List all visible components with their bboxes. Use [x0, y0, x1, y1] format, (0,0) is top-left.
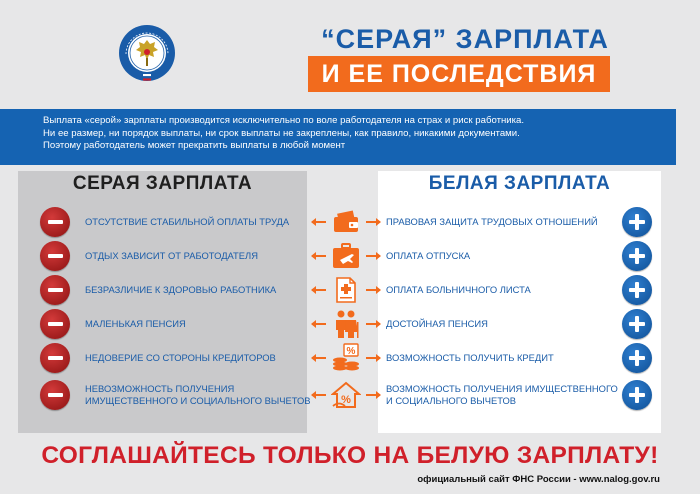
comparison-arrows: [312, 275, 380, 305]
arrow-right-icon: [366, 289, 380, 291]
grey-item-text: ОТСУТСТВИЕ СТАБИЛЬНОЙ ОПЛАТЫ ТРУДА: [85, 216, 290, 227]
intro-line-2: Ни ее размер, ни порядок выплаты, ни срок выплаты не закреплены, как правило, никакими документами.: [43, 127, 520, 139]
grey-item-text: ОТДЫХ ЗАВИСИТ ОТ РАБОТОДАТЕЛЯ: [85, 250, 258, 261]
minus-icon: [40, 275, 70, 305]
plus-icon: [622, 241, 652, 271]
grey-item: [40, 309, 315, 339]
white-item: [386, 241, 652, 271]
white-item-text: ВОЗМОЖНОСТЬ ПОЛУЧИТЬ КРЕДИТ: [386, 352, 554, 363]
slogan: СОГЛАШАЙТЕСЬ ТОЛЬКО НА БЕЛУЮ ЗАРПЛАТУ!: [41, 442, 659, 469]
svg-text:%: %: [346, 346, 356, 357]
arrow-left-icon: [312, 357, 326, 359]
intro-line-3: Поэтому работодатель может прекратить выплаты в любой момент: [43, 140, 346, 151]
minus-icon: [40, 207, 70, 237]
grey-item: [40, 241, 315, 271]
grey-item: [40, 207, 315, 237]
elderly-couple-icon: [331, 309, 361, 339]
grey-salary-heading: СЕРАЯ ЗАРПЛАТА: [72, 173, 253, 194]
wallet-icon: [331, 207, 361, 237]
white-salary-heading: БЕЛАЯ ЗАРПЛАТА: [428, 173, 611, 194]
white-item: [386, 380, 652, 410]
grey-item-text: НЕДОВЕРИЕ СО СТОРОНЫ КРЕДИТОРОВ: [85, 352, 276, 363]
white-item-text: ДОСТОЙНАЯ ПЕНСИЯ: [386, 318, 488, 329]
footer-site-note: официальный сайт ФНС России - www.nalog.gov.ru: [417, 474, 660, 485]
arrow-right-icon: [366, 255, 380, 257]
comparison-arrows: [312, 380, 380, 410]
minus-icon: [40, 309, 70, 339]
title-line-1: “СЕРАЯ” ЗАРПЛАТА: [321, 24, 609, 54]
intro-line-1: Выплата «серой» зарплаты производится исключительно по воле работодателя на страх и риск работника.: [43, 115, 525, 126]
medical-document-icon: [331, 275, 361, 305]
minus-icon: [40, 380, 70, 410]
grey-item: [40, 275, 315, 305]
white-item-text: ВОЗМОЖНОСТЬ ПОЛУЧЕНИЯ ИМУЩЕСТВЕННОГО И СОЦИАЛЬНОГО ВЫЧЕТОВ: [386, 383, 618, 406]
fns-emblem-logo: [118, 24, 176, 82]
plus-icon: [622, 207, 652, 237]
white-item-text: ОПЛАТА ОТПУСКА: [386, 250, 471, 261]
white-item-text: ПРАВОВАЯ ЗАЩИТА ТРУДОВЫХ ОТНОШЕНИЙ: [386, 216, 598, 227]
comparison-arrows: [312, 343, 380, 373]
arrow-left-icon: [312, 289, 326, 291]
arrow-left-icon: [312, 255, 326, 257]
suitcase-plane-icon: [331, 241, 361, 271]
title-line-2: И ЕЕ ПОСЛЕДСТВИЯ: [308, 56, 610, 92]
minus-icon: [40, 241, 70, 271]
plus-icon: [622, 275, 652, 305]
arrow-right-icon: [366, 221, 380, 223]
grey-item: [40, 380, 315, 410]
grey-item: [40, 343, 315, 373]
arrow-left-icon: [312, 394, 326, 396]
arrow-left-icon: [312, 221, 326, 223]
white-item: [386, 309, 652, 339]
arrow-right-icon: [366, 357, 380, 359]
plus-icon: [622, 343, 652, 373]
house-percent-icon: [331, 380, 361, 410]
white-item: [386, 207, 652, 237]
arrow-right-icon: [366, 394, 380, 396]
comparison-arrows: [312, 207, 380, 237]
comparison-arrows: [312, 241, 380, 271]
white-item: [386, 343, 652, 373]
white-item-text: ОПЛАТА БОЛЬНИЧНОГО ЛИСТА: [386, 284, 531, 295]
grey-item-text: БЕЗРАЗЛИЧИЕ К ЗДОРОВЬЮ РАБОТНИКА: [85, 284, 277, 295]
svg-text:%: %: [341, 394, 351, 406]
comparison-arrows: [312, 309, 380, 339]
white-item: [386, 275, 652, 305]
grey-item-text: НЕВОЗМОЖНОСТЬ ПОЛУЧЕНИЯ ИМУЩЕСТВЕННОГО И СОЦИАЛЬНОГО ВЫЧЕТОВ: [85, 383, 311, 406]
plus-icon: [622, 380, 652, 410]
minus-icon: [40, 343, 70, 373]
arrow-right-icon: [366, 323, 380, 325]
plus-icon: [622, 309, 652, 339]
grey-item-text: МАЛЕНЬКАЯ ПЕНСИЯ: [85, 318, 186, 329]
coins-percent-icon: [331, 343, 361, 373]
arrow-left-icon: [312, 323, 326, 325]
intro-text: [43, 115, 673, 153]
